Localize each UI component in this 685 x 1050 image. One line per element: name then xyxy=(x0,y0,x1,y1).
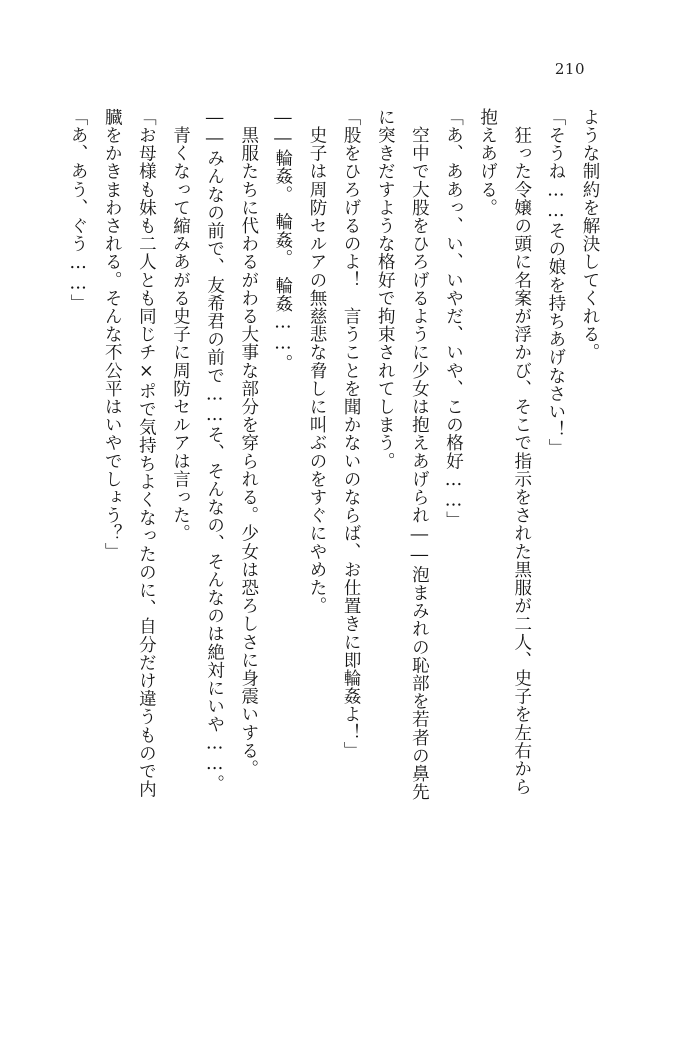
text-line: 「お母様も妹も二人とも同じチ×ポで気持ちよくなったのに、自分だけ違うもので内 xyxy=(136,108,157,799)
text-line: 「股をひろげるのよ！ 言うことを聞かないのならば、お仕置きに即輪姦よ！」 xyxy=(341,108,362,760)
vertical-text-body xyxy=(68,108,607,938)
page-number: 210 xyxy=(554,60,585,78)
text-line: 「あ、ああっ、い、いやだ、いや、この格好……」 xyxy=(443,108,464,530)
text-line: 狂った令嬢の頭に名案が浮かび、そこで指示をされた黒服が二人、史子を左右から xyxy=(511,108,532,796)
text-line: ――輪姦。 輪姦。 輪姦……。 xyxy=(272,108,293,372)
text-line: 抱えあげる。 xyxy=(477,108,498,217)
text-line: 史子は周防セルアの無慈悲な脅しに叫ぶのをすぐにやめた。 xyxy=(307,108,327,615)
text-line: 空中で大股をひろげるように少女は抱えあげられ――泡まみれの恥部を若者の鼻先 xyxy=(409,108,430,801)
text-line: 臓をかきまわされる。そんな不公平はいやでしょう？」 xyxy=(102,108,123,561)
text-line: ような制約を解決してくれる。 xyxy=(580,108,600,362)
text-line: 「そうね……その娘を持ちあげなさい！」 xyxy=(545,108,566,457)
text-line: ――みんなの前で、友希君の前で……そ、そんなの、そんなのは絶対にいや……。 xyxy=(204,108,225,793)
text-line: 黒服たちに代わるがわる大事な部分を穿られる。少女は恐ろしさに身震いする。 xyxy=(238,108,259,778)
text-line: に突きだすような格好で拘束されてしまう。 xyxy=(375,108,396,470)
text-line: 「あ、あう、ぐう……」 xyxy=(68,108,89,313)
text-line: 青くなって縮みあがる史子に周防セルアは言った。 xyxy=(170,108,191,543)
